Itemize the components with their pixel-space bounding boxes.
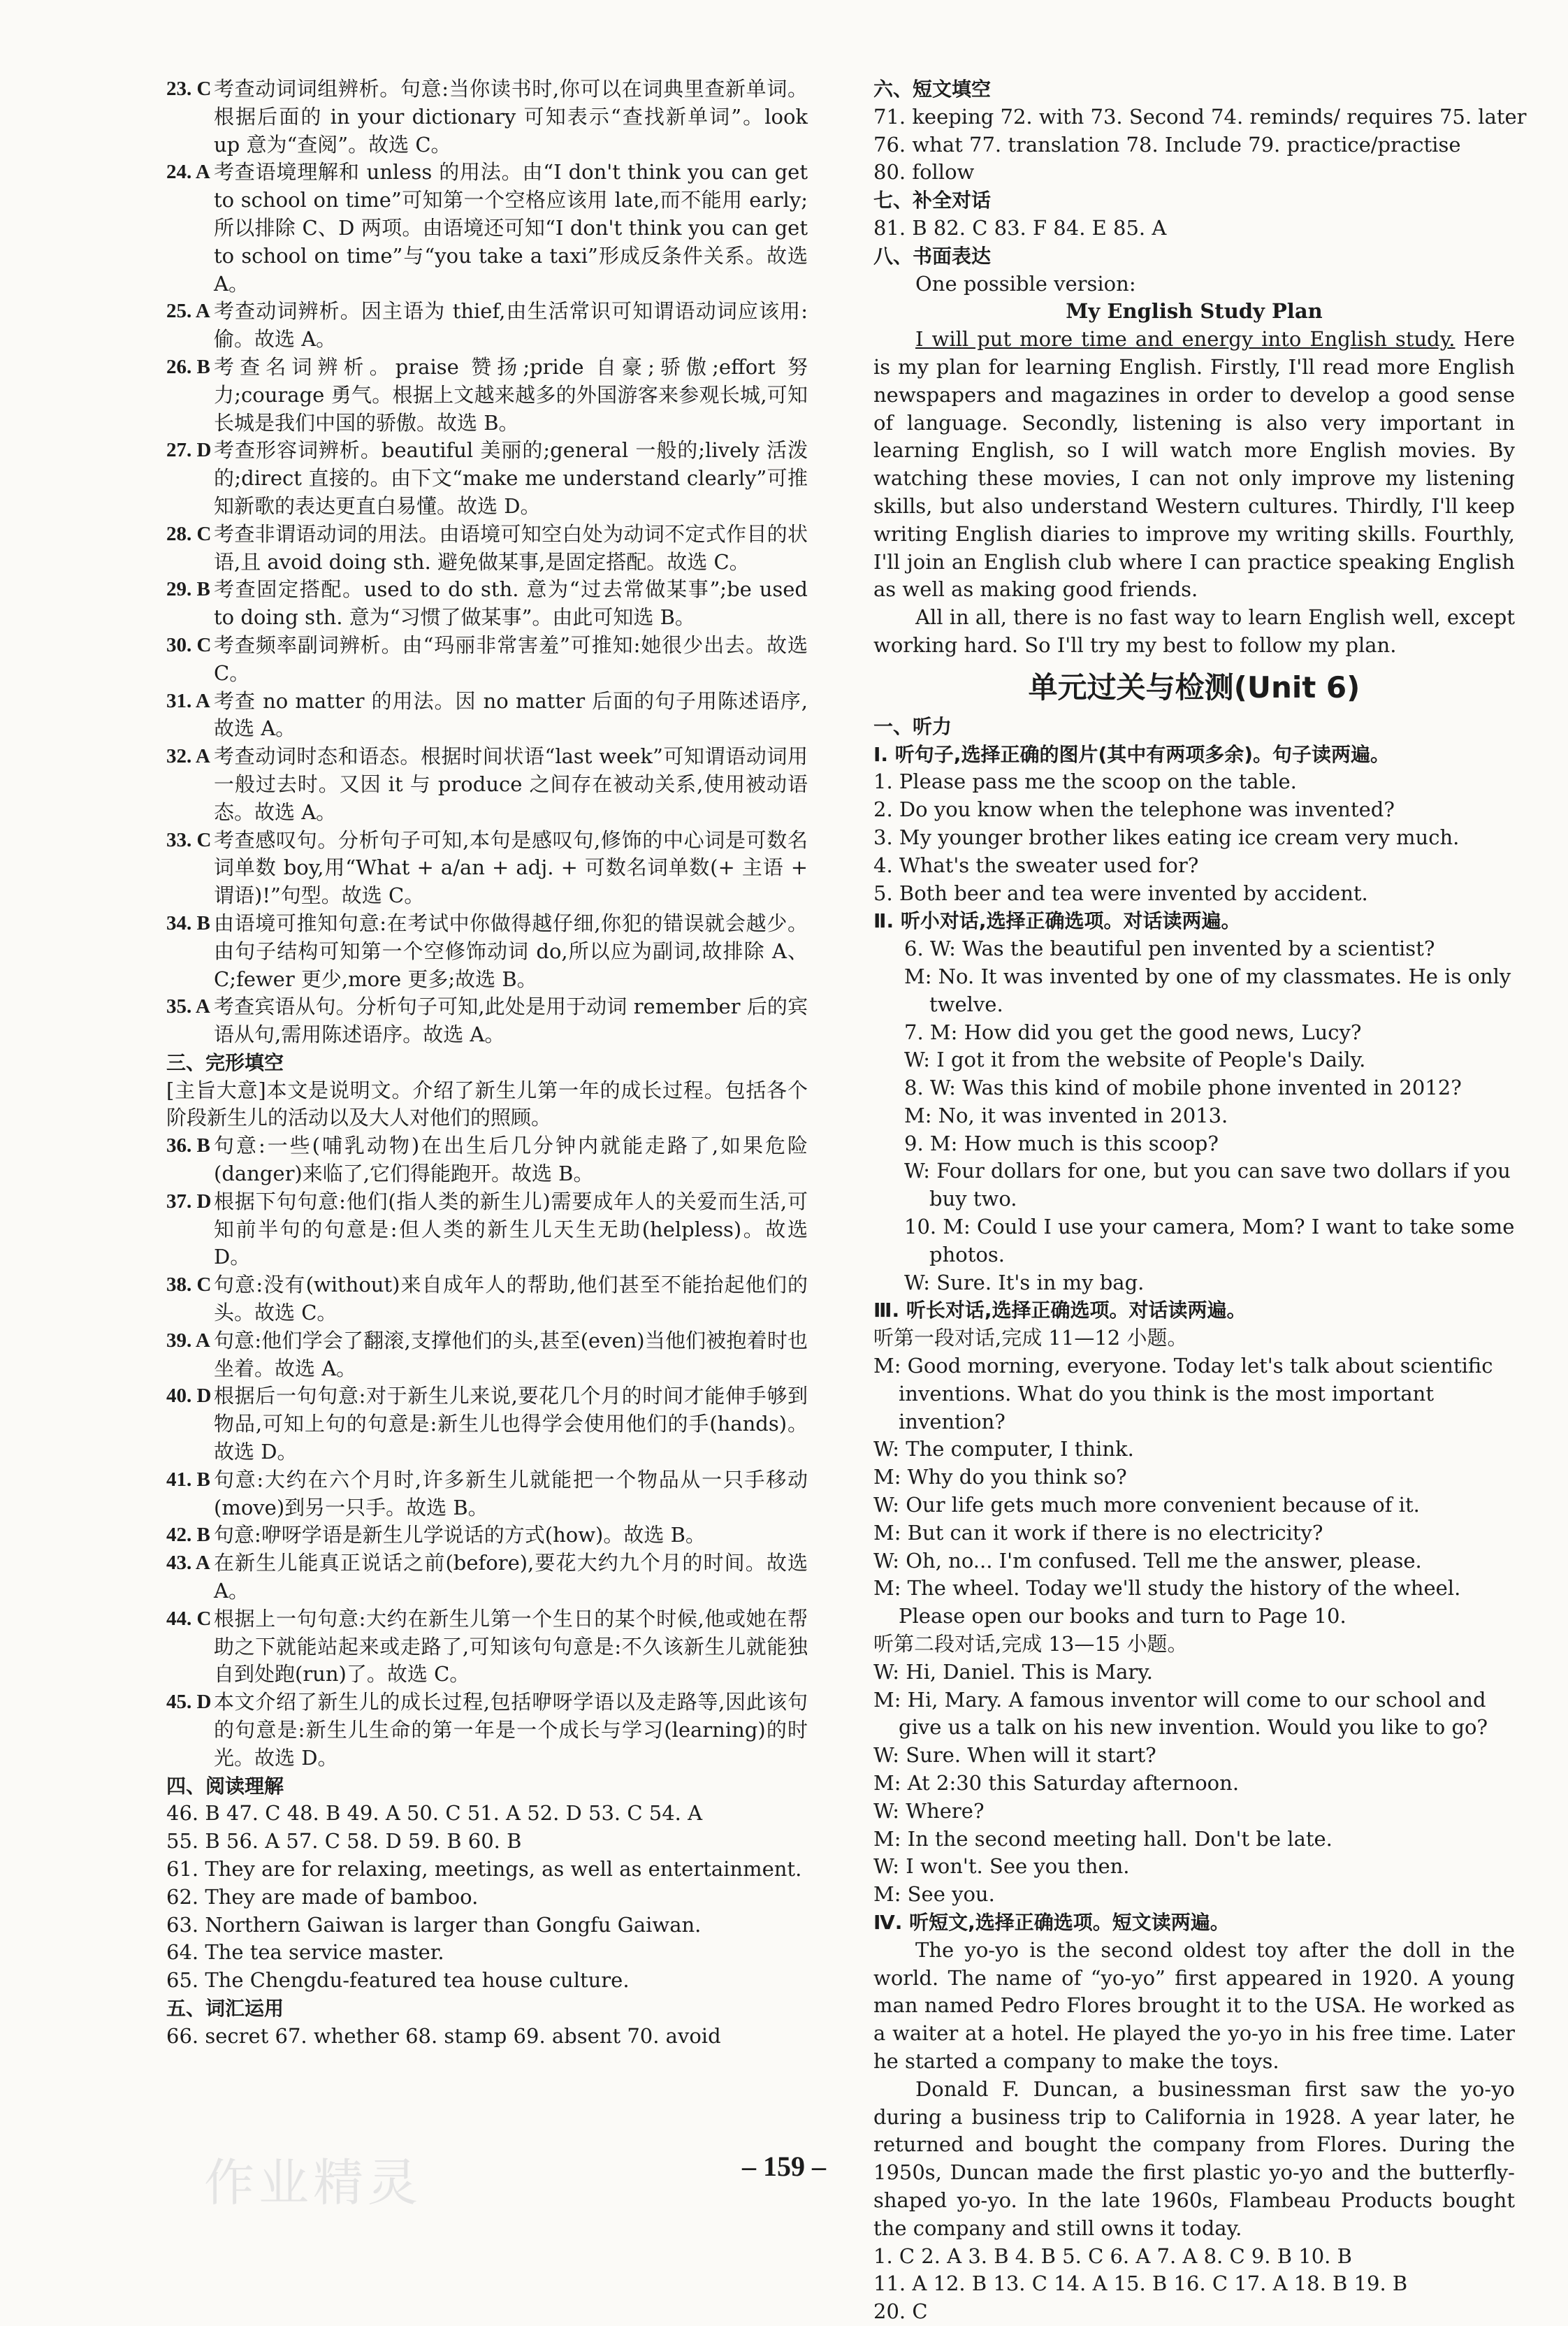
- answer-number: 39. A: [166, 1329, 210, 1352]
- answer-item: [166, 1605, 808, 1689]
- section-heading-dialog: 七、补全对话: [873, 189, 992, 212]
- section-heading-reading: 四、阅读理解: [166, 1774, 284, 1798]
- dialog-line: 10. M: Could I use your camera, Mom? I want to take some photos.: [904, 1215, 1515, 1266]
- answer-number: 30. C: [166, 633, 212, 656]
- answer-explanation: 在新生儿能真正说话之前(before),要花大约九个月的时间。故选 A。: [214, 1551, 808, 1603]
- answer-explanation: 句意:大约在六个月时,许多新生儿就能把一个物品从一只手移动(move)到另一只手。故选 B。: [214, 1467, 808, 1519]
- answer-explanation: 考查固定搭配。used to do sth. 意为“过去常做某事”;be used to doing sth. 意为“习惯了做某事”。由此可知选 B。: [214, 577, 808, 630]
- unit-title: 单元过关与检测(Unit 6): [1028, 670, 1360, 705]
- listening-sentence: 5. Both beer and tea were invented by accident.: [873, 881, 1368, 905]
- answer-explanation: 本文介绍了新生儿的成长过程,包括咿呀学语以及走路等,因此该句的句意是:新生儿生命的第一年是一个成长与学习(learning)的时光。故选 D。: [214, 1690, 808, 1770]
- answer-number: 36. B: [166, 1134, 210, 1157]
- section-heading-listening: 一、听力: [873, 714, 952, 738]
- dialog-line: 7. M: How did you get the good news, Lucy?: [904, 1020, 1362, 1044]
- answer-item: [166, 298, 808, 354]
- reading-answer-line: 65. The Chengdu-featured tea house culture.: [166, 1968, 630, 1993]
- answer-item: [166, 827, 808, 910]
- answer-number: 33. C: [166, 828, 212, 851]
- answer-item: [166, 743, 808, 826]
- listening-sentence: 4. What's the sweater used for?: [873, 853, 1199, 877]
- section-heading-cloze: 三、完形填空: [166, 1050, 284, 1074]
- dialog-line: W: Four dollars for one, but you can save two dollars if you buy two.: [904, 1159, 1511, 1211]
- part-heading: Ⅳ. 听短文,选择正确选项。短文读两遍。: [873, 1911, 1230, 1934]
- fill-answer-line: 76. what 77. translation 78. Include 79. practice/practise: [873, 132, 1461, 157]
- essay-body: Here is my plan for learning English. Firstly, I'll read more English newspapers and magazines in order to develop a good sense of language. Secondly, listening is also very important in learning English, so I will watch more English movies. By watching these movies, I can not only improve my listening skills, but also understand Western cultures. Thirdly, I'll keep writing English diaries to improve my writing skills. Fourthly, I'll join an English club where I can practice speaking English as well as making good friends.: [873, 327, 1515, 602]
- dialog-line: W: I won't. See you then.: [873, 1854, 1130, 1879]
- answer-number: 27. D: [166, 439, 212, 462]
- essay-paragraph: All in all, there is no fast way to learn English well, except working hard. So I'll try my best to follow my plan.: [873, 605, 1515, 657]
- answer-number: 44. C: [166, 1607, 212, 1630]
- answer-item: [166, 1522, 808, 1550]
- answer-number: 25. A: [166, 300, 210, 323]
- dialog-line: 6. W: Was the beautiful pen invented by a scientist?: [904, 937, 1435, 961]
- answer-item: [166, 910, 808, 993]
- dialog-line: M: See you.: [873, 1882, 995, 1907]
- reading-answer-line: 55. B 56. A 57. C 58. D 59. B 60. B: [166, 1829, 522, 1854]
- answer-item: [166, 1382, 808, 1466]
- part-heading: Ⅱ. 听小对话,选择正确选项。对话读两遍。: [873, 909, 1241, 933]
- listening-answer-line: 1. C 2. A 3. B 4. B 5. C 6. A 7. A 8. C 9. B 10. B: [873, 2244, 1352, 2268]
- dialog-line: W: Hi, Daniel. This is Mary.: [873, 1659, 1154, 1684]
- passage-paragraph: The yo-yo is the second oldest toy after the doll in the world. The name of “yo-yo” first appeared in 1920. A young man named Pedro Flores brought it to the USA. He worked as a waiter at a hotel. He played the yo-yo in his free time. Later he started a company to make the toys.: [873, 1937, 1515, 2073]
- dialog-line: M: At 2:30 this Saturday afternoon.: [873, 1771, 1240, 1796]
- right-column: [873, 75, 1527, 2326]
- answer-number: 23. C: [166, 78, 212, 100]
- section-heading-vocab: 五、词汇运用: [166, 1996, 284, 2020]
- answer-explanation: 考查动词时态和语态。根据时间状语“last week”可知谓语动词用一般过去时。又因 it 与 produce 之间存在被动关系,使用被动语态。故选 A。: [214, 744, 808, 824]
- answer-item: [166, 632, 808, 688]
- part-heading: Ⅲ. 听长对话,选择正确选项。对话读两遍。: [873, 1299, 1247, 1322]
- vocab-answers: 66. secret 67. whether 68. stamp 69. absent 70. avoid: [166, 2023, 721, 2048]
- answer-number: 37. D: [166, 1190, 212, 1213]
- passage-paragraph: Donald F. Duncan, a businessman first saw the yo-yo during a business trip to California in 1928. A year later, he returned and bought the company from Flores. During the 1950s, Duncan made the first plastic yo-yo and the butterfly-shaped yo-yo. In the late 1960s, Flambeau Products bought the company and still owns it today.: [873, 2076, 1515, 2240]
- answer-item: [166, 688, 808, 744]
- essay-paragraph: [873, 326, 1515, 604]
- answer-item: [166, 521, 808, 577]
- dialog-line: M: In the second meeting hall. Don't be late.: [873, 1826, 1333, 1851]
- dialog-answers: 81. B 82. C 83. F 84. E 85. A: [873, 215, 1167, 240]
- fill-answer-line: 71. keeping 72. with 73. Second 74. reminds/ requires 75. later: [873, 104, 1527, 129]
- answer-item: [166, 1689, 808, 1772]
- answer-item: [166, 576, 808, 632]
- dialog-line: M: Hi, Mary. A famous inventor will come to our school and give us a talk on his new invention. Would you like to go?: [873, 1687, 1488, 1740]
- part-heading: Ⅰ. 听句子,选择正确的图片(其中有两项多余)。句子读两遍。: [873, 742, 1391, 766]
- dialog-line: W: Sure. It's in my bag.: [904, 1270, 1145, 1294]
- answer-number: 31. A: [166, 689, 210, 712]
- dialog-line: 听第一段对话,完成 11—12 小题。: [873, 1326, 1188, 1350]
- dialog-line: W: Our life gets much more convenient because of it.: [873, 1493, 1420, 1517]
- answer-explanation: 根据下句句意:他们(指人类的新生儿)需要成年人的关爱而生活,可知前半句的句意是:但人类的新生儿天生无助(helpless)。故选 D。: [214, 1189, 808, 1269]
- dialog-line: W: Oh, no... I'm confused. Tell me the answer, please.: [873, 1548, 1422, 1573]
- answer-explanation: 考查宾语从句。分析句子可知,此处是用于动词 remember 后的宾语从句,需用陈述语序。故选 A。: [214, 995, 808, 1047]
- answer-explanation: 句意:咿呀学语是新生儿学说话的方式(how)。故选 B。: [214, 1523, 706, 1547]
- answer-number: 40. D: [166, 1385, 212, 1408]
- listening-answer-line: 20. C: [873, 2299, 928, 2324]
- main-idea: [主旨大意]本文是说明文。介绍了新生儿第一年的成长过程。包括各个阶段新生儿的活动以及大人对他们的照顾。: [166, 1078, 808, 1130]
- dialog-line: M: Good morning, everyone. Today let's talk about scientific inventions. What do you think is the most important invention?: [873, 1354, 1493, 1433]
- reading-answer-line: 61. They are for relaxing, meetings, as well as entertainment.: [166, 1857, 802, 1881]
- fill-answer-line: 80. follow: [873, 160, 975, 185]
- dialog-line: W: I got it from the website of People's Daily.: [904, 1048, 1366, 1072]
- dialog-line: M: Why do you think so?: [873, 1465, 1127, 1489]
- answer-explanation: 句意:一些(哺乳动物)在出生后几分钟内就能走路了,如果危险(danger)来临了,它们得能跑开。故选 B。: [214, 1134, 808, 1186]
- left-column: [166, 75, 808, 2051]
- answer-item: [166, 1188, 808, 1271]
- dialog-line: 8. W: Was this kind of mobile phone invented in 2012?: [904, 1076, 1462, 1100]
- answer-item: [166, 75, 808, 159]
- dialog-line: 9. M: How much is this scoop?: [904, 1131, 1219, 1155]
- answer-explanation: 考查非谓语动词的用法。由语境可知空白处为动词不定式作目的状语,且 avoid doing sth. 避免做某事,是固定搭配。故选 C。: [214, 521, 808, 574]
- dialog-line: W: The computer, I think.: [873, 1437, 1134, 1461]
- answer-item: [166, 437, 808, 520]
- page-number: – 159 –: [742, 2151, 826, 2182]
- watermark: 作业精灵: [204, 2153, 423, 2212]
- essay-topic-sentence: I will put more time and energy into English study.: [915, 327, 1456, 352]
- dialog-line: M: But can it work if there is no electricity?: [873, 1520, 1323, 1545]
- version-label: One possible version:: [915, 271, 1136, 296]
- answer-number: 45. D: [166, 1691, 212, 1714]
- reading-answer-line: 64. The tea service master.: [166, 1940, 444, 1965]
- answer-item: [166, 1132, 808, 1188]
- answer-number: 32. A: [166, 745, 210, 768]
- answer-explanation: 考查语境理解和 unless 的用法。由“I don't think you can get to school on time”可知第一个空格应该用 late,而不能用 early;所以排除 C、D 两项。由语境还可知“I don't think you can get to school on time”与“you take a taxi”形成反条件关系。故选 A。: [214, 160, 808, 296]
- answer-number: 26. B: [166, 355, 210, 378]
- answer-explanation: 考查感叹句。分析句子可知,本句是感叹句,修饰的中心词是可数名词单数 boy,用“What + a/an + adj. + 可数名词单数(+ 主语 + 谓语)!”句型。故选 C。: [214, 828, 808, 908]
- answer-item: [166, 1327, 808, 1383]
- essay-title: My English Study Plan: [1066, 299, 1323, 324]
- answer-number: 41. B: [166, 1468, 210, 1491]
- dialog-line: 听第二段对话,完成 13—15 小题。: [873, 1632, 1188, 1656]
- answer-explanation: 考查动词辨析。因主语为 thief,由生活常识可知谓语动词应该用:偷。故选 A。: [214, 299, 808, 352]
- listening-sentence: 2. Do you know when the telephone was invented?: [873, 797, 1395, 822]
- answer-explanation: 考查名词辨析。praise 赞扬;pride 自豪;骄傲;effort 努力;courage 勇气。根据上文越来越多的外国游客来参观长城,可知长城是我们中国的骄傲。故选 B。: [214, 354, 808, 435]
- answer-number: 29. B: [166, 578, 210, 601]
- answer-explanation: 由语境可推知句意:在考试中你做得越仔细,你犯的错误就会越少。由句子结构可知第一个空修饰动词 do,所以应为副词,故排除 A、C;fewer 更少,more 更多;故选 B。: [214, 911, 808, 991]
- answer-number: 35. A: [166, 995, 210, 1018]
- answer-item: [166, 159, 808, 298]
- reading-answer-line: 46. B 47. C 48. B 49. A 50. C 51. A 52. D 53. C 54. A: [166, 1801, 703, 1826]
- answer-explanation: 考查动词词组辨析。句意:当你读书时,你可以在词典里查新单词。根据后面的 in your dictionary 可知表示“查找新单词”。look up 意为“查阅”。故选 C。: [214, 77, 808, 157]
- answer-explanation: 根据后一句句意:对于新生儿来说,要花几个月的时间才能伸手够到物品,可知上句的句意是:新生儿也得学会使用他们的手(hands)。故选 D。: [214, 1384, 808, 1464]
- answer-number: 42. B: [166, 1524, 210, 1547]
- answer-explanation: 考查频率副词辨析。由“玛丽非常害羞”可推知:她很少出去。故选 C。: [214, 633, 808, 685]
- answer-number: 34. B: [166, 911, 210, 934]
- dialog-line: W: Sure. When will it start?: [873, 1743, 1156, 1768]
- dialog-line: M: The wheel. Today we'll study the history of the wheel. Please open our books and turn to Page 10.: [873, 1576, 1461, 1628]
- reading-answer-line: 62. They are made of bamboo.: [166, 1884, 479, 1909]
- answer-number: 38. C: [166, 1273, 212, 1296]
- dialog-line: W: Where?: [873, 1798, 985, 1823]
- listening-answer-line: 11. A 12. B 13. C 14. A 15. B 16. C 17. A 18. B 19. B: [873, 2271, 1408, 2296]
- answer-explanation: 根据上一句句意:大约在新生儿第一个生日的某个时候,他或她在帮助之下就能站起来或走路了,可知该句句意是:不久该新生儿就能独自到处跑(run)了。故选 C。: [214, 1606, 808, 1686]
- answer-number: 24. A: [166, 161, 210, 184]
- answer-explanation: 考查 no matter 的用法。因 no matter 后面的句子用陈述语序,故选 A。: [214, 688, 808, 741]
- answer-explanation: 句意:没有(without)来自成年人的帮助,他们甚至不能抬起他们的头。故选 C。: [214, 1273, 808, 1325]
- reading-answer-line: 63. Northern Gaiwan is larger than Gongfu Gaiwan.: [166, 1912, 702, 1937]
- section-heading-fill: 六、短文填空: [873, 78, 992, 101]
- answer-number: 43. A: [166, 1552, 210, 1575]
- answer-number: 28. C: [166, 522, 212, 545]
- answer-item: [166, 1466, 808, 1522]
- answer-item: [166, 1550, 808, 1605]
- answer-item: [166, 993, 808, 1049]
- answer-item: [166, 1271, 808, 1327]
- dialog-line: M: No. It was invented by one of my classmates. He is only twelve.: [904, 964, 1511, 1016]
- answer-explanation: 句意:他们学会了翻滚,支撑他们的头,甚至(even)当他们被抱着时也坐着。故选 A。: [214, 1328, 808, 1380]
- listening-sentence: 3. My younger brother likes eating ice cream very much.: [873, 825, 1460, 849]
- listening-sentence: 1. Please pass me the scoop on the table.: [873, 770, 1297, 794]
- answer-explanation: 考查形容词辨析。beautiful 美丽的;general 一般的;lively 活泼的;direct 直接的。由下文“make me understand clearly”可推知新歌的表达更直白易懂。故选 D。: [214, 438, 808, 518]
- section-heading-writing: 八、书面表达: [873, 244, 992, 268]
- answer-item: [166, 354, 808, 437]
- dialog-line: M: No, it was invented in 2013.: [904, 1103, 1228, 1127]
